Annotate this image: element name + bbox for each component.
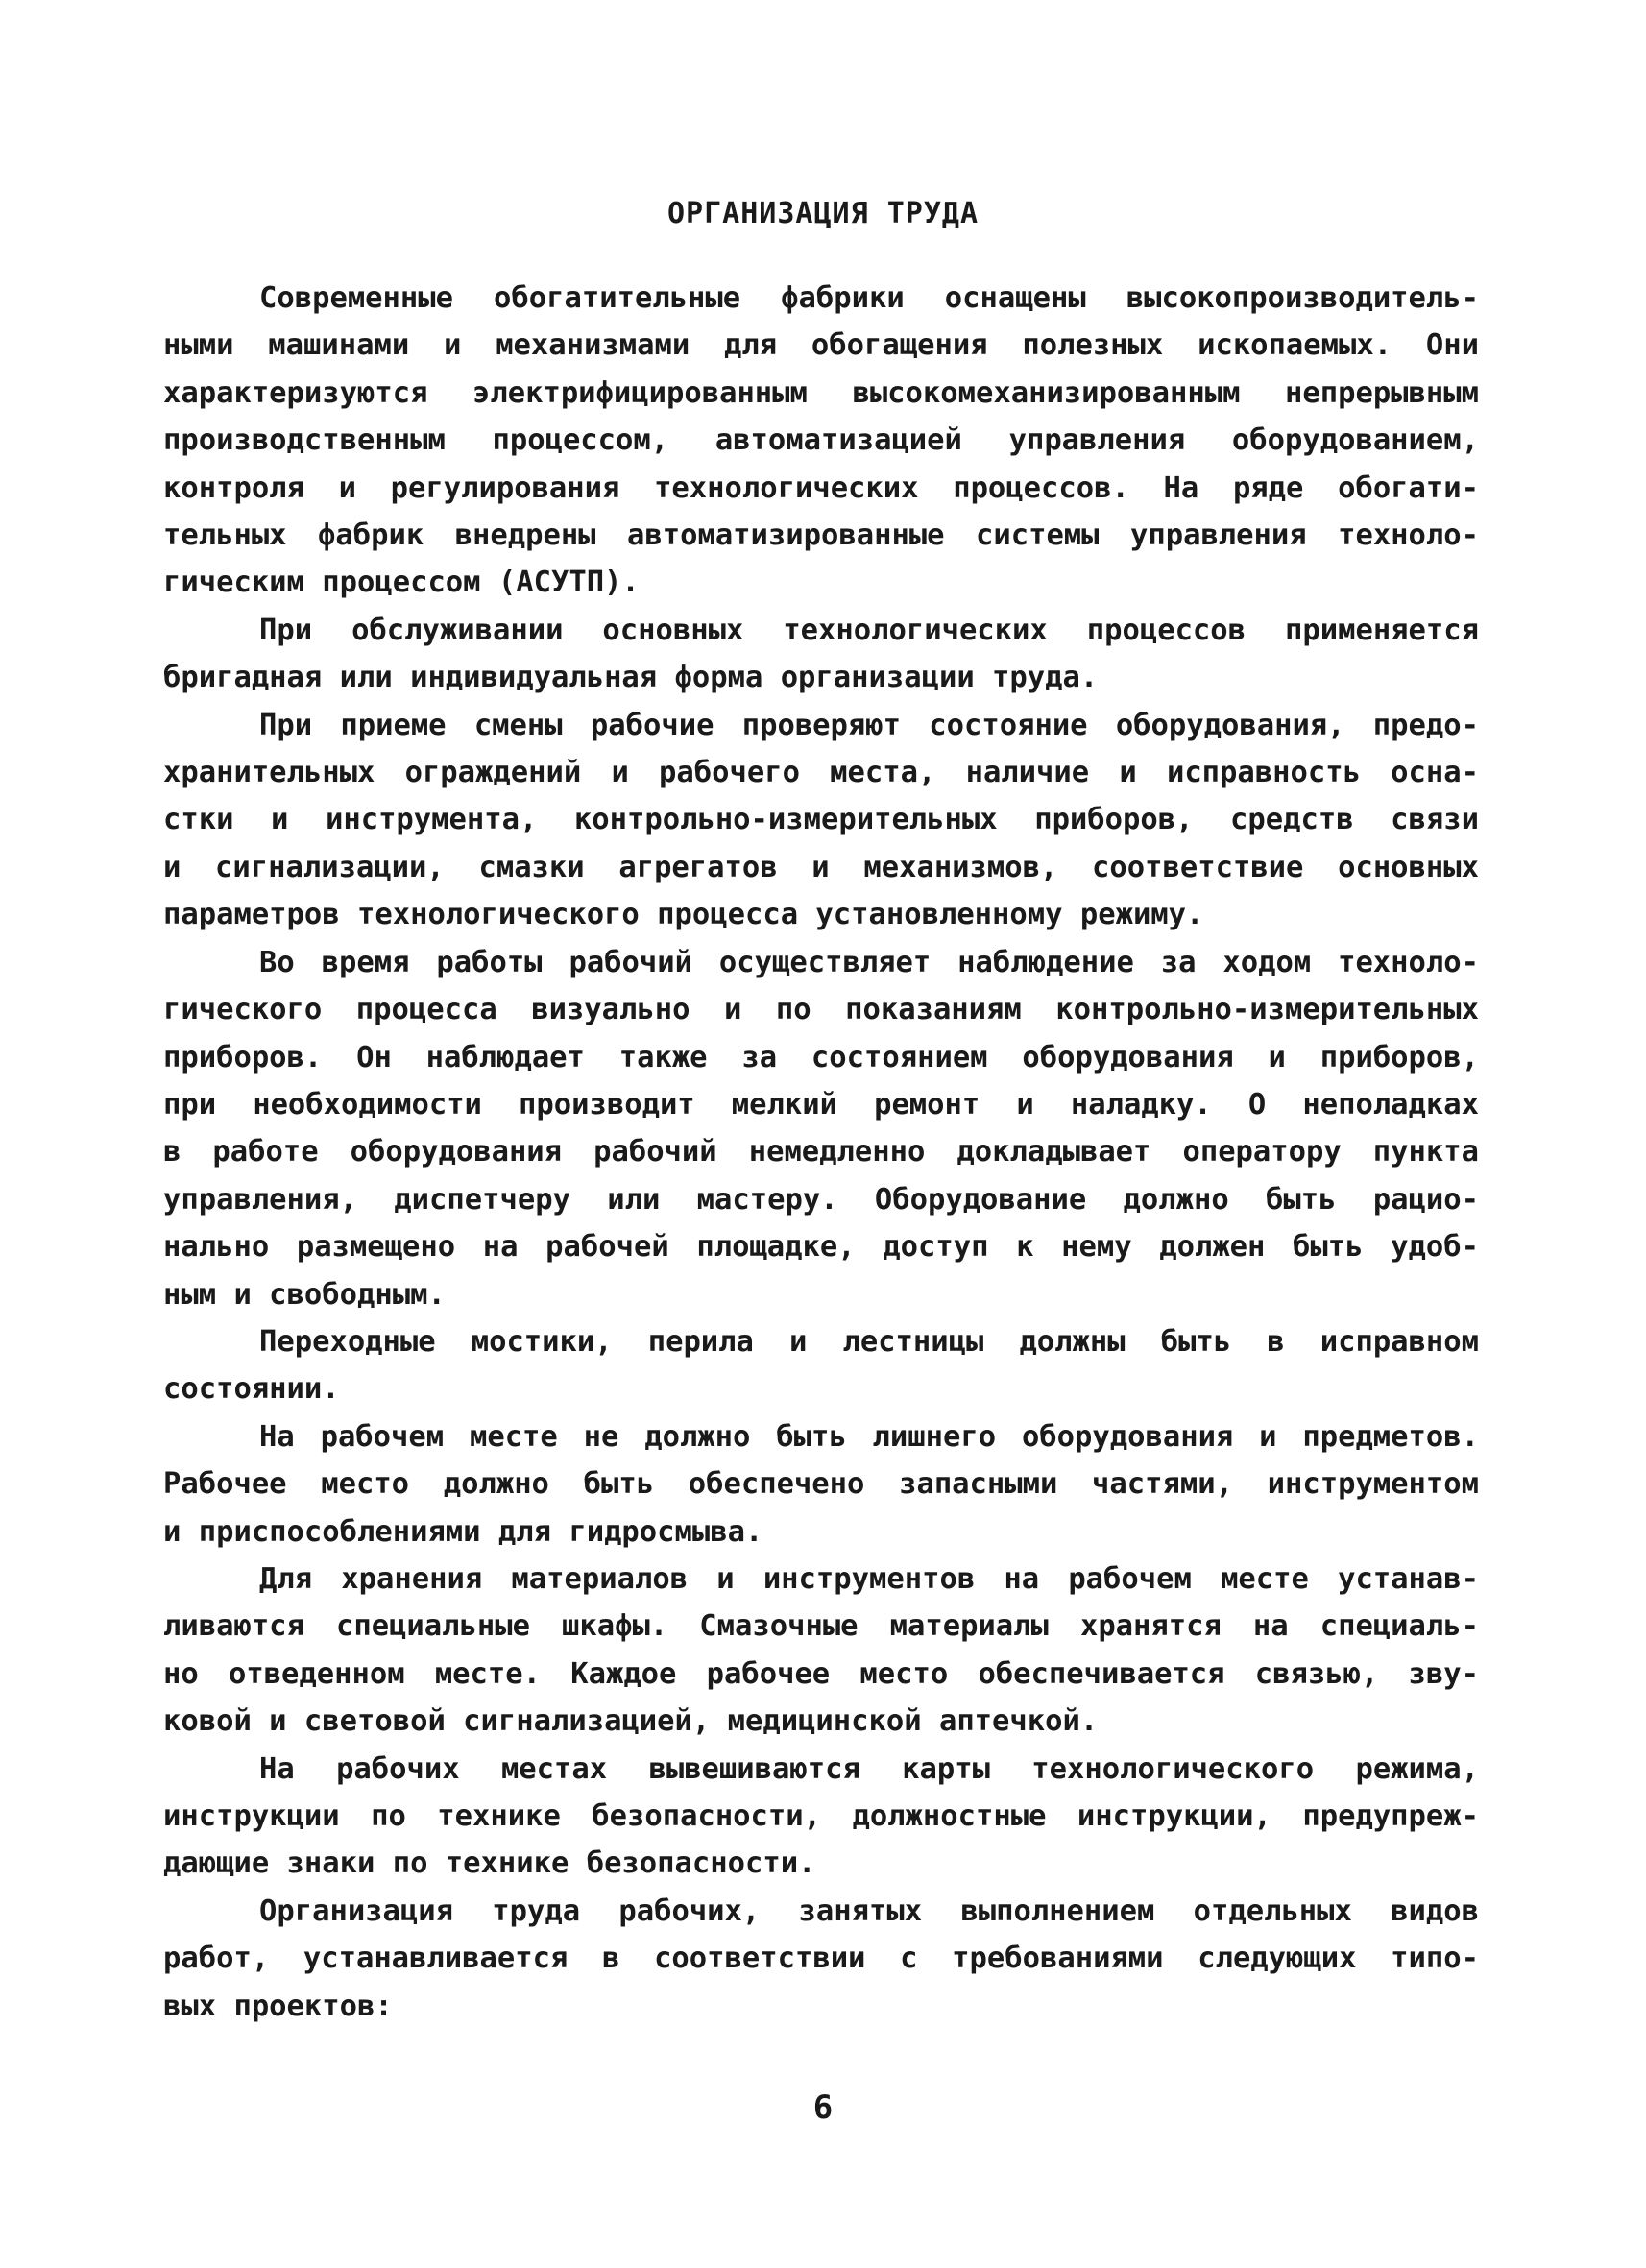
paragraph-4 (163, 939, 1479, 1318)
text-line: гическим процессом (АСУТП). (163, 566, 640, 600)
text-line: ковой и световой сигнализацией, медицинской аптечкой. (163, 1704, 1099, 1739)
text-line: в работе оборудования рабочий немедленно докладывает оператору пункта (163, 1135, 1479, 1170)
text-line: и приспособлениями для гидросмыва. (163, 1514, 763, 1549)
text-line: Современные обогатительные фабрики оснащены высокопроизводитель- (259, 281, 1479, 315)
text-line: хранительных ограждений и рабочего места, наличие и исправность осна- (163, 756, 1479, 790)
text-line: Организация труда рабочих, занятых выполнением отдельных видов (259, 1894, 1479, 1928)
text-line: и сигнализации, смазки агрегатов и механизмов, соответствие основных (163, 850, 1479, 884)
text-line: Во время работы рабочий осуществляет наблюдение за ходом техноло- (259, 945, 1479, 979)
text-line: нально размещено на рабочей площадке, доступ к нему должен быть удоб- (163, 1230, 1479, 1265)
paragraph-5 (163, 1318, 1479, 1413)
page-title: ОРГАНИЗАЦИЯ ТРУДА (666, 197, 980, 230)
paragraph-6 (163, 1413, 1479, 1556)
text-line: Переходные мостики, перила и лестницы должны быть в исправном (259, 1324, 1479, 1359)
document-body (163, 275, 1479, 2030)
text-line: ливаются специальные шкафы. Смазочные материалы хранятся на специаль- (163, 1609, 1479, 1644)
text-line: при необходимости производит мелкий ремонт и наладку. О неполадках (163, 1087, 1479, 1122)
paragraph-1 (163, 275, 1479, 607)
text-line: гического процесса визуально и по показаниям контрольно-измерительных (163, 993, 1479, 1027)
text-line: управления, диспетчеру или мастеру. Оборудование должно быть рацио- (163, 1182, 1479, 1217)
text-line: параметров технологического процесса установленному режиму. (163, 898, 1204, 932)
text-line: При обслуживании основных технологических процессов применяется (259, 613, 1479, 647)
text-line: На рабочих местах вывешиваются карты технологического режима, (259, 1751, 1479, 1786)
text-line: состоянии. (163, 1372, 340, 1407)
paragraph-8 (163, 1746, 1479, 1888)
text-line: но отведенном месте. Каждое рабочее место обеспечивается связью, зву- (163, 1656, 1479, 1691)
text-line: При приеме смены рабочие проверяют состояние оборудования, предо- (259, 708, 1479, 742)
text-line: производственным процессом, автоматизацией управления оборудованием, (163, 423, 1479, 458)
text-line: ными машинами и механизмами для обогащения полезных ископаемых. Они (163, 328, 1479, 363)
text-line: ным и свободным. (163, 1277, 446, 1312)
text-line: контроля и регулирования технологических процессов. На ряде обогати- (163, 470, 1479, 505)
text-line: На рабочем месте не должно быть лишнего оборудования и предметов. (259, 1419, 1479, 1454)
text-line: дающие знаки по технике безопасности. (163, 1846, 816, 1881)
paragraph-2 (163, 607, 1479, 702)
text-line: инструкции по технике безопасности, должностные инструкции, предупреж- (163, 1799, 1479, 1833)
text-line: стки и инструмента, контрольно-измерительных приборов, средств связи (163, 803, 1479, 837)
text-line: бригадная или индивидуальная форма организации труда. (163, 661, 1099, 695)
paragraph-7 (163, 1556, 1479, 1746)
paragraph-9 (163, 1888, 1479, 2030)
text-line: работ, устанавливается в соответствии с требованиями следующих типо- (163, 1942, 1479, 1976)
text-line: Для хранения материалов и инструментов на рабочем месте устанав- (259, 1561, 1479, 1596)
text-line: характеризуются электрифицированным высокомеханизированным непрерывным (163, 375, 1479, 410)
text-line: Рабочее место должно быть обеспечено запасными частями, инструментом (163, 1467, 1479, 1502)
paragraph-3 (163, 702, 1479, 939)
text-line: вых проектов: (163, 1989, 393, 2023)
text-line: приборов. Он наблюдает также за состоянием оборудования и приборов, (163, 1040, 1479, 1074)
page-number: 6 (812, 2088, 834, 2127)
text-line: тельных фабрик внедрены автоматизированные системы управления техноло- (163, 519, 1479, 553)
